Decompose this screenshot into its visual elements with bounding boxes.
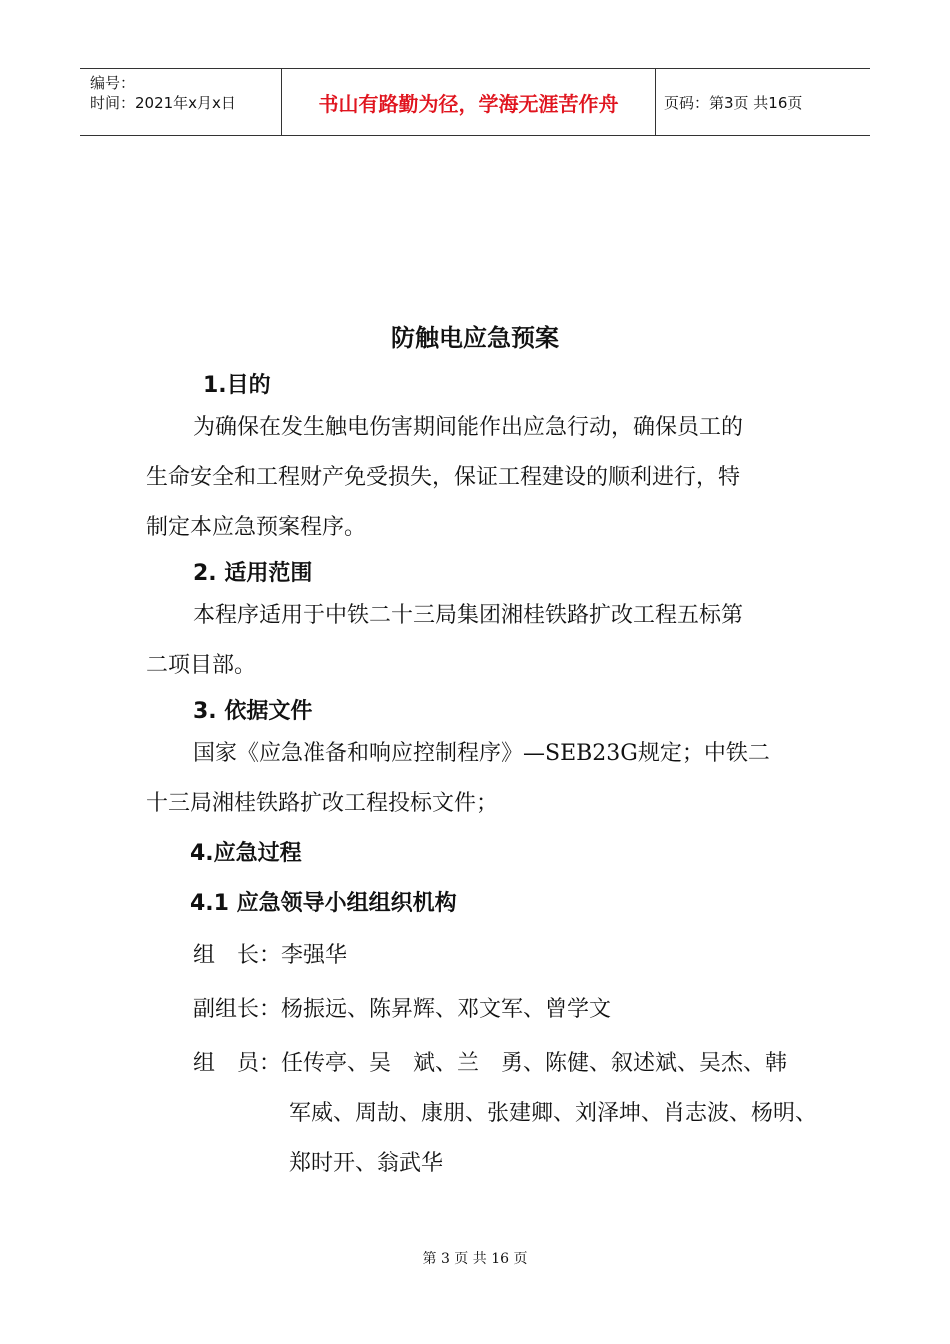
section-1-paragraph-line-3: 制定本应急预案程序。 — [146, 515, 367, 540]
section-1-paragraph-line-2: 生命安全和工程财产免受损失，保证工程建设的顺利进行，特 — [146, 465, 741, 490]
section-1-heading: 1.目的 — [203, 373, 271, 398]
section-2-paragraph-line-1: 本程序适用于中铁二十三局集团湘桂铁路扩改工程五标第 — [193, 603, 744, 628]
members-line-1: 组 员：任传亭、吴 斌、兰 勇、陈健、叙述斌、吴杰、韩 — [193, 1051, 788, 1076]
section-3-paragraph-line-2: 十三局湘桂铁路扩改工程投标文件； — [146, 791, 499, 816]
header-motto: 书山有路勤为径，学海无涯苦作舟 — [282, 69, 656, 135]
section-4-heading: 4.应急过程 — [190, 841, 302, 866]
header-page-info: 页码：第3页 共16页 — [664, 93, 803, 112]
section-3-heading: 3. 依据文件 — [193, 699, 313, 724]
deputy-line: 副组长：杨振远、陈昇辉、邓文军、曾学文 — [193, 997, 612, 1022]
members-line-2: 军威、周劼、康朋、张建卿、刘泽坤、肖志波、杨明、 — [289, 1101, 818, 1126]
header-meta — [80, 69, 282, 135]
leader-line: 组 长：李强华 — [193, 943, 348, 968]
section-4-1-heading: 4.1 应急领导小组组织机构 — [190, 891, 457, 916]
section-2-heading: 2. 适用范围 — [193, 561, 313, 586]
section-3-paragraph-line-1: 国家《应急准备和响应控制程序》—SEB23G规定；中铁二 — [193, 741, 770, 766]
header-time: 时间：2021年x月x日 — [90, 94, 236, 112]
page-header — [80, 68, 870, 136]
page-footer: 第 3 页 共 16 页 — [422, 1251, 528, 1267]
section-2-paragraph-line-2: 二项目部。 — [146, 653, 257, 678]
document-title: 防触电应急预案 — [391, 324, 559, 352]
members-line-3: 郑时开、翁武华 — [289, 1151, 444, 1176]
section-1-paragraph-line-1: 为确保在发生触电伤害期间能作出应急行动，确保员工的 — [193, 415, 744, 440]
header-number: 编号： — [90, 74, 136, 92]
